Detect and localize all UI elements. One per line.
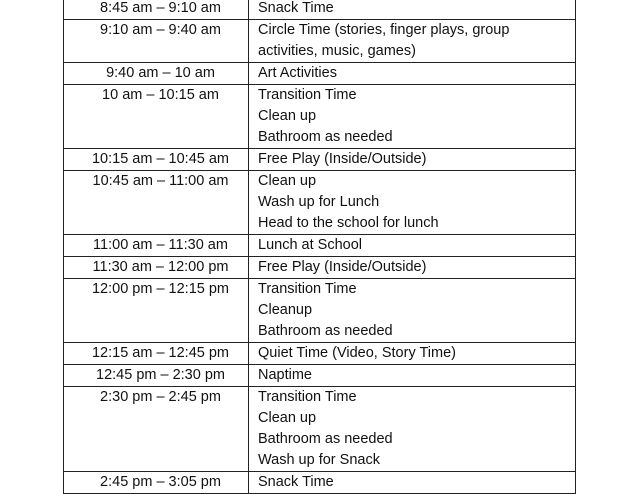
activity-line: Circle Time (stories, finger plays, group — [258, 22, 510, 38]
time-cell: 10 am – 10:15 am — [64, 85, 249, 149]
activity-line: Bathroom as needed — [258, 323, 393, 339]
activity-line: Clean up — [258, 410, 317, 426]
activity-line: Lunch at School — [258, 237, 362, 253]
activity-cell — [249, 20, 576, 63]
activity-cell — [249, 171, 576, 235]
activity-line: Snack Time — [258, 474, 334, 490]
activity-line: Quiet Time (Video, Story Time) — [258, 345, 456, 361]
activity-line: Transition Time — [258, 281, 357, 297]
table-row — [64, 149, 576, 171]
table-row — [64, 235, 576, 257]
time-cell: 10:15 am – 10:45 am — [64, 149, 249, 171]
activity-cell — [249, 343, 576, 365]
time-cell: 11:30 am – 12:00 pm — [64, 257, 249, 279]
time-cell: 11:00 am – 11:30 am — [64, 235, 249, 257]
activity-line: Head to the school for lunch — [258, 215, 439, 231]
activity-cell — [249, 85, 576, 149]
table-row — [64, 343, 576, 365]
activity-cell — [249, 365, 576, 387]
activity-cell — [249, 235, 576, 257]
schedule-table — [63, 0, 576, 494]
activity-line: Transition Time — [258, 87, 357, 103]
activity-line: Snack Time — [258, 0, 334, 16]
activity-line: Wash up for Lunch — [258, 194, 380, 210]
activity-line: Naptime — [258, 367, 312, 383]
activity-line: Bathroom as needed — [258, 129, 393, 145]
table-row — [64, 20, 576, 63]
activity-cell — [249, 0, 576, 20]
time-cell: 10:45 am – 11:00 am — [64, 171, 249, 235]
time-cell: 9:40 am – 10 am — [64, 63, 249, 85]
activity-cell — [249, 279, 576, 343]
activity-cell — [249, 472, 576, 494]
table-row — [64, 0, 576, 20]
time-cell: 12:15 am – 12:45 pm — [64, 343, 249, 365]
table-row — [64, 85, 576, 149]
activity-line: Cleanup — [258, 302, 313, 318]
table-row — [64, 365, 576, 387]
activity-cell — [249, 387, 576, 472]
table-row — [64, 257, 576, 279]
time-cell: 9:10 am – 9:40 am — [64, 20, 249, 63]
activity-line: Free Play (Inside/Outside) — [258, 151, 427, 167]
time-cell: 12:45 pm – 2:30 pm — [64, 365, 249, 387]
activity-line: Transition Time — [258, 389, 357, 405]
activity-line: Clean up — [258, 173, 317, 189]
table-row — [64, 279, 576, 343]
time-cell: 2:30 pm – 2:45 pm — [64, 387, 249, 472]
time-cell: 12:00 pm – 12:15 pm — [64, 279, 249, 343]
table-row — [64, 63, 576, 85]
activity-line: Wash up for Snack — [258, 452, 380, 468]
table-row — [64, 472, 576, 494]
time-cell: 2:45 pm – 3:05 pm — [64, 472, 249, 494]
time-cell: 8:45 am – 9:10 am — [64, 0, 249, 20]
table-row — [64, 387, 576, 472]
activity-line: Clean up — [258, 108, 317, 124]
activity-line: activities, music, games) — [258, 43, 416, 59]
activity-line: Free Play (Inside/Outside) — [258, 259, 427, 275]
activity-line: Bathroom as needed — [258, 431, 393, 447]
activity-line: Art Activities — [258, 65, 337, 81]
activity-cell — [249, 257, 576, 279]
schedule-table-body — [64, 0, 576, 494]
activity-cell — [249, 63, 576, 85]
activity-cell — [249, 149, 576, 171]
table-row — [64, 171, 576, 235]
